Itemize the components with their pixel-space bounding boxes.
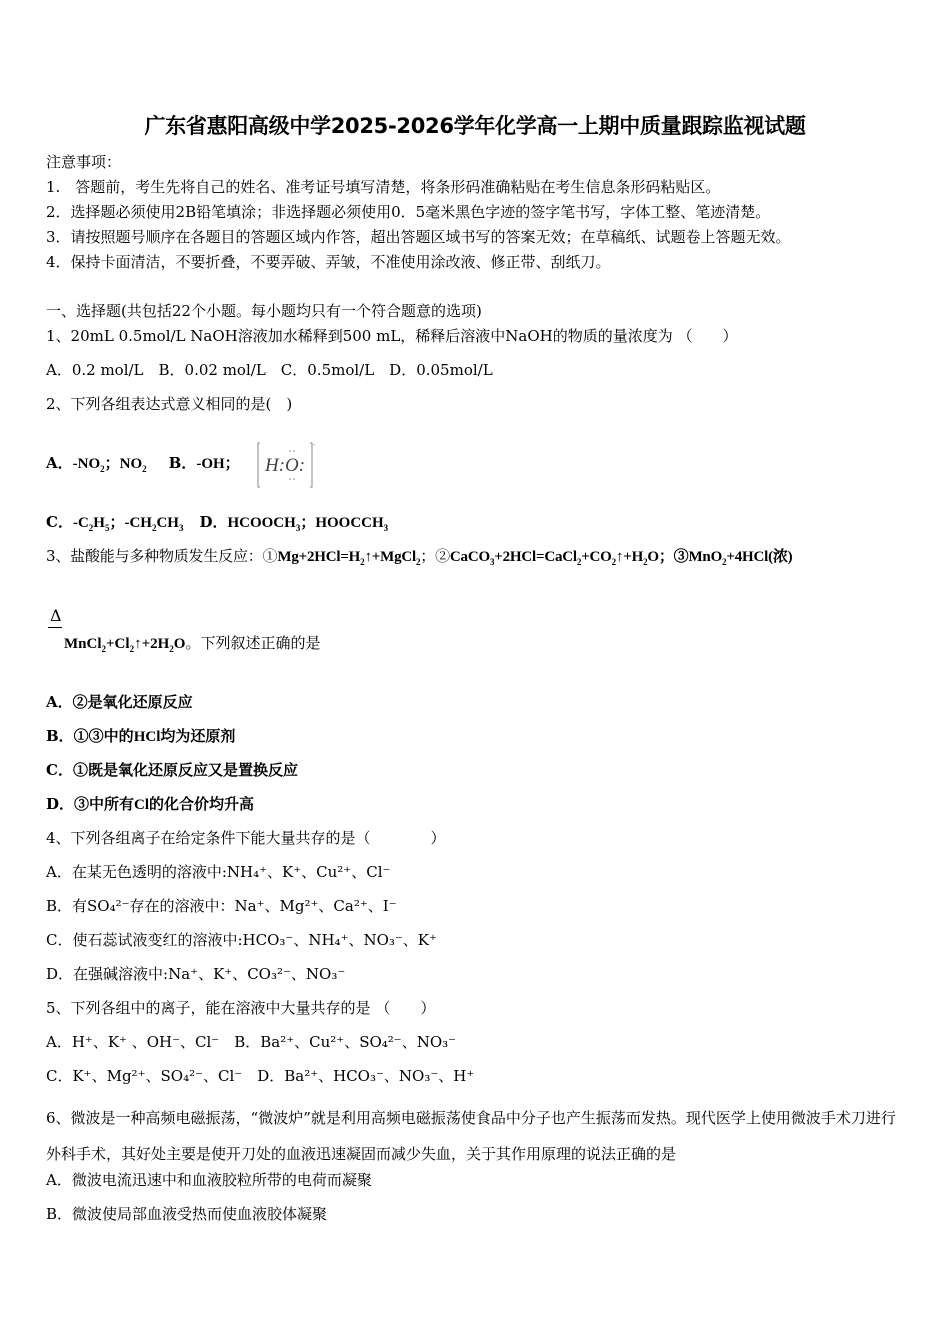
q2-d-label: D． bbox=[199, 513, 228, 531]
page-title: 广东省惠阳高级中学2025-2026学年化学高一上期中质量跟踪监视试题 bbox=[144, 114, 806, 138]
notice-heading: 注意事项： bbox=[46, 153, 122, 171]
notice-item-2: 2．选择题必须使用2B铅笔填涂；非选择题必须使用0．5毫米黑色字迹的签字笔书写，字体工整、笔迹清楚。 bbox=[46, 203, 771, 221]
q2-options-cd bbox=[46, 512, 388, 533]
q6-option-b: B．微波使局部血液受热而使血液胶体凝聚 bbox=[46, 1205, 328, 1223]
q2-d-formula: $HCOOCH_3$；$HOOCCH_3$ bbox=[227, 515, 389, 533]
q2-b-label: B． bbox=[168, 454, 197, 472]
q2-c-formula: $-C_2H_5$；$-CH_2CH_3$ bbox=[72, 515, 184, 533]
notice-item-4: 4．保持卡面清洁，不要折叠，不要弄破、弄皱，不准使用涂改液、修正带、刮纸刀。 bbox=[46, 253, 611, 271]
lewis-text: H:O: bbox=[265, 455, 306, 476]
q5-stem: 5、下列各组中的离子，能在溶液中大量共存的是 （ ） bbox=[46, 999, 436, 1017]
notice-item-3: 3．请按照题号顺序在各题目的答题区域内作答，超出答题区域书写的答案无效；在草稿纸、试题卷上答题无效。 bbox=[46, 228, 791, 246]
q2-a-label: A． bbox=[46, 454, 73, 472]
q4-option-c: C．使石蕊试液变红的溶液中:HCO₃⁻、NH₄⁺、NO₃⁻、K⁺ bbox=[46, 931, 437, 949]
q4-stem: 4、下列各组离子在给定条件下能大量共存的是（ ） bbox=[46, 829, 446, 847]
section-heading: 一、选择题(共包括22个小题。每小题均只有一个符合题意的选项) bbox=[46, 302, 482, 320]
q2-stem: 2、下列各组表达式意义相同的是( ) bbox=[46, 395, 293, 413]
q2-c-label: C． bbox=[46, 513, 73, 531]
q1-stem: 1、20mL 0.5mol/L NaOH溶液加水稀释到500 mL，稀释后溶液中NaOH的物质的量浓度为 （ ） bbox=[46, 327, 738, 345]
q2-a-formula: $-NO_2$；$NO_2$ bbox=[72, 456, 147, 474]
hydroxide-lewis-structure bbox=[256, 441, 318, 489]
q4-option-b: B．有SO₄²⁻存在的溶液中：Na⁺、Mg²⁺、Ca²⁺、I⁻ bbox=[46, 897, 397, 915]
q3-stem: 3、盐酸能与多种物质发生反应：$①Mg+2HCl=H_2↑+MgCl_2$；$②CaCO_3+2HCl=CaCl_2+CO_2↑+H_2O$；③MnO$_2$+4HCl(浓) bbox=[46, 547, 793, 567]
svg-text:-: - bbox=[313, 441, 316, 449]
reaction-arrow-line bbox=[48, 627, 62, 628]
q3-option-d: D．③中所有Cl的化合价均升高 bbox=[46, 795, 255, 813]
q3-option-b: B．①③中的HCl均为还原剂 bbox=[46, 727, 236, 745]
q3-continuation: $MnCl_2+Cl_2↑+2H_2O$。下列叙述正确的是 bbox=[64, 634, 321, 654]
q4-option-a: A．在某无色透明的溶液中:NH₄⁺、K⁺、Cu²⁺、Cl⁻ bbox=[46, 863, 391, 881]
q2-b-formula: -OH； bbox=[196, 456, 240, 472]
heating-delta-symbol: Δ bbox=[50, 606, 62, 625]
q5-options-cd: C．K⁺、Mg²⁺、SO₄²⁻、Cl⁻ D．Ba²⁺、HCO₃⁻、NO₃⁻、H⁺ bbox=[46, 1067, 475, 1085]
q4-option-d: D．在强碱溶液中:Na⁺、K⁺、CO₃²⁻、NO₃⁻ bbox=[46, 965, 346, 983]
q6-option-a: A．微波电流迅速中和血液胶粒所带的电荷而凝聚 bbox=[46, 1171, 372, 1189]
q2-options-ab bbox=[46, 453, 240, 474]
q3-option-c: C．①既是氧化还原反应又是置换反应 bbox=[46, 761, 298, 779]
q3-option-a: A．②是氧化还原反应 bbox=[46, 693, 193, 711]
q5-options-ab: A．H⁺、K⁺ 、OH⁻、Cl⁻ B．Ba²⁺、Cu²⁺、SO₄²⁻、NO₃⁻ bbox=[46, 1033, 457, 1051]
q6-stem: 6、微波是一种高频电磁振荡，“微波炉”就是利用高频电磁振荡使食品中分子也产生振荡而发热。现代医学上使用微波手术刀进行外科手术，其好处主要是使开刀处的血液迅速凝固而减少失血，关于其作用原理的说法正确的是 bbox=[46, 1109, 896, 1163]
q1-options: A．0.2 mol/L B．0.02 mol/L C．0.5mol/L D．0.05mol/L bbox=[46, 361, 493, 379]
notice-item-1: 1. 答题前，考生先将自己的姓名、准考证号填写清楚，将条形码准确粘贴在考生信息条形码粘贴区。 bbox=[46, 178, 721, 196]
